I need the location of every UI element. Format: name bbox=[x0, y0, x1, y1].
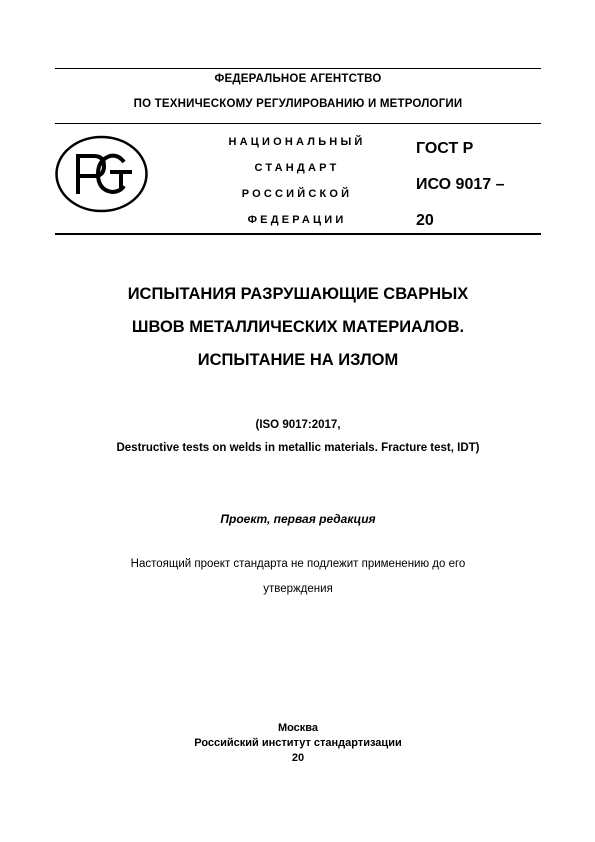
iso-reference bbox=[40, 414, 556, 460]
iso-reference-line1: (ISO 9017:2017, bbox=[255, 419, 341, 431]
national-standard-line: НАЦИОНАЛЬНЫЙ bbox=[228, 136, 366, 148]
designation-line1: ГОСТ Р bbox=[416, 140, 474, 157]
notice-line1: Настоящий проект стандарта не подлежит применению до его bbox=[130, 558, 466, 570]
national-standard-label bbox=[212, 129, 382, 233]
title-line1: ИСПЫТАНИЯ РАЗРУШАЮЩИЕ СВАРНЫХ bbox=[127, 285, 469, 303]
document-title bbox=[55, 278, 541, 377]
imprint-year: 20 bbox=[291, 752, 305, 764]
notice bbox=[55, 552, 541, 602]
top-rule bbox=[55, 68, 541, 69]
agency-name-line1: ФЕДЕРАЛЬНОЕ АГЕНТСТВО bbox=[214, 73, 382, 85]
imprint bbox=[55, 721, 541, 766]
designation-line2: ИСО 9017 – bbox=[416, 176, 505, 193]
iso-reference-line2: Destructive tests on welds in metallic materials. Fracture test, IDT) bbox=[116, 442, 480, 454]
imprint-city: Москва bbox=[277, 722, 319, 734]
agency-name-line2: ПО ТЕХНИЧЕСКОМУ РЕГУЛИРОВАНИЮ И МЕТРОЛОГИИ bbox=[133, 98, 463, 110]
rst-logo-icon bbox=[54, 134, 149, 214]
title-line2: ШВОВ МЕТАЛЛИЧЕСКИХ МАТЕРИАЛОВ. bbox=[131, 318, 465, 336]
imprint-publisher: Российский институт стандартизации bbox=[194, 737, 402, 749]
national-standard-line: ФЕДЕРАЦИИ bbox=[247, 214, 347, 226]
title-line3: ИСПЫТАНИЕ НА ИЗЛОМ bbox=[197, 351, 399, 369]
national-standard-line: СТАНДАРТ bbox=[254, 162, 340, 174]
draft-status: Проект, первая редакция bbox=[220, 512, 376, 526]
notice-line2: утверждения bbox=[263, 583, 333, 595]
standard-designation bbox=[416, 131, 504, 239]
middle-rule bbox=[55, 123, 541, 124]
designation-line3: 20 bbox=[416, 212, 434, 229]
bottom-rule bbox=[55, 233, 541, 235]
national-standard-line: РОССИЙСКОЙ bbox=[241, 188, 353, 200]
